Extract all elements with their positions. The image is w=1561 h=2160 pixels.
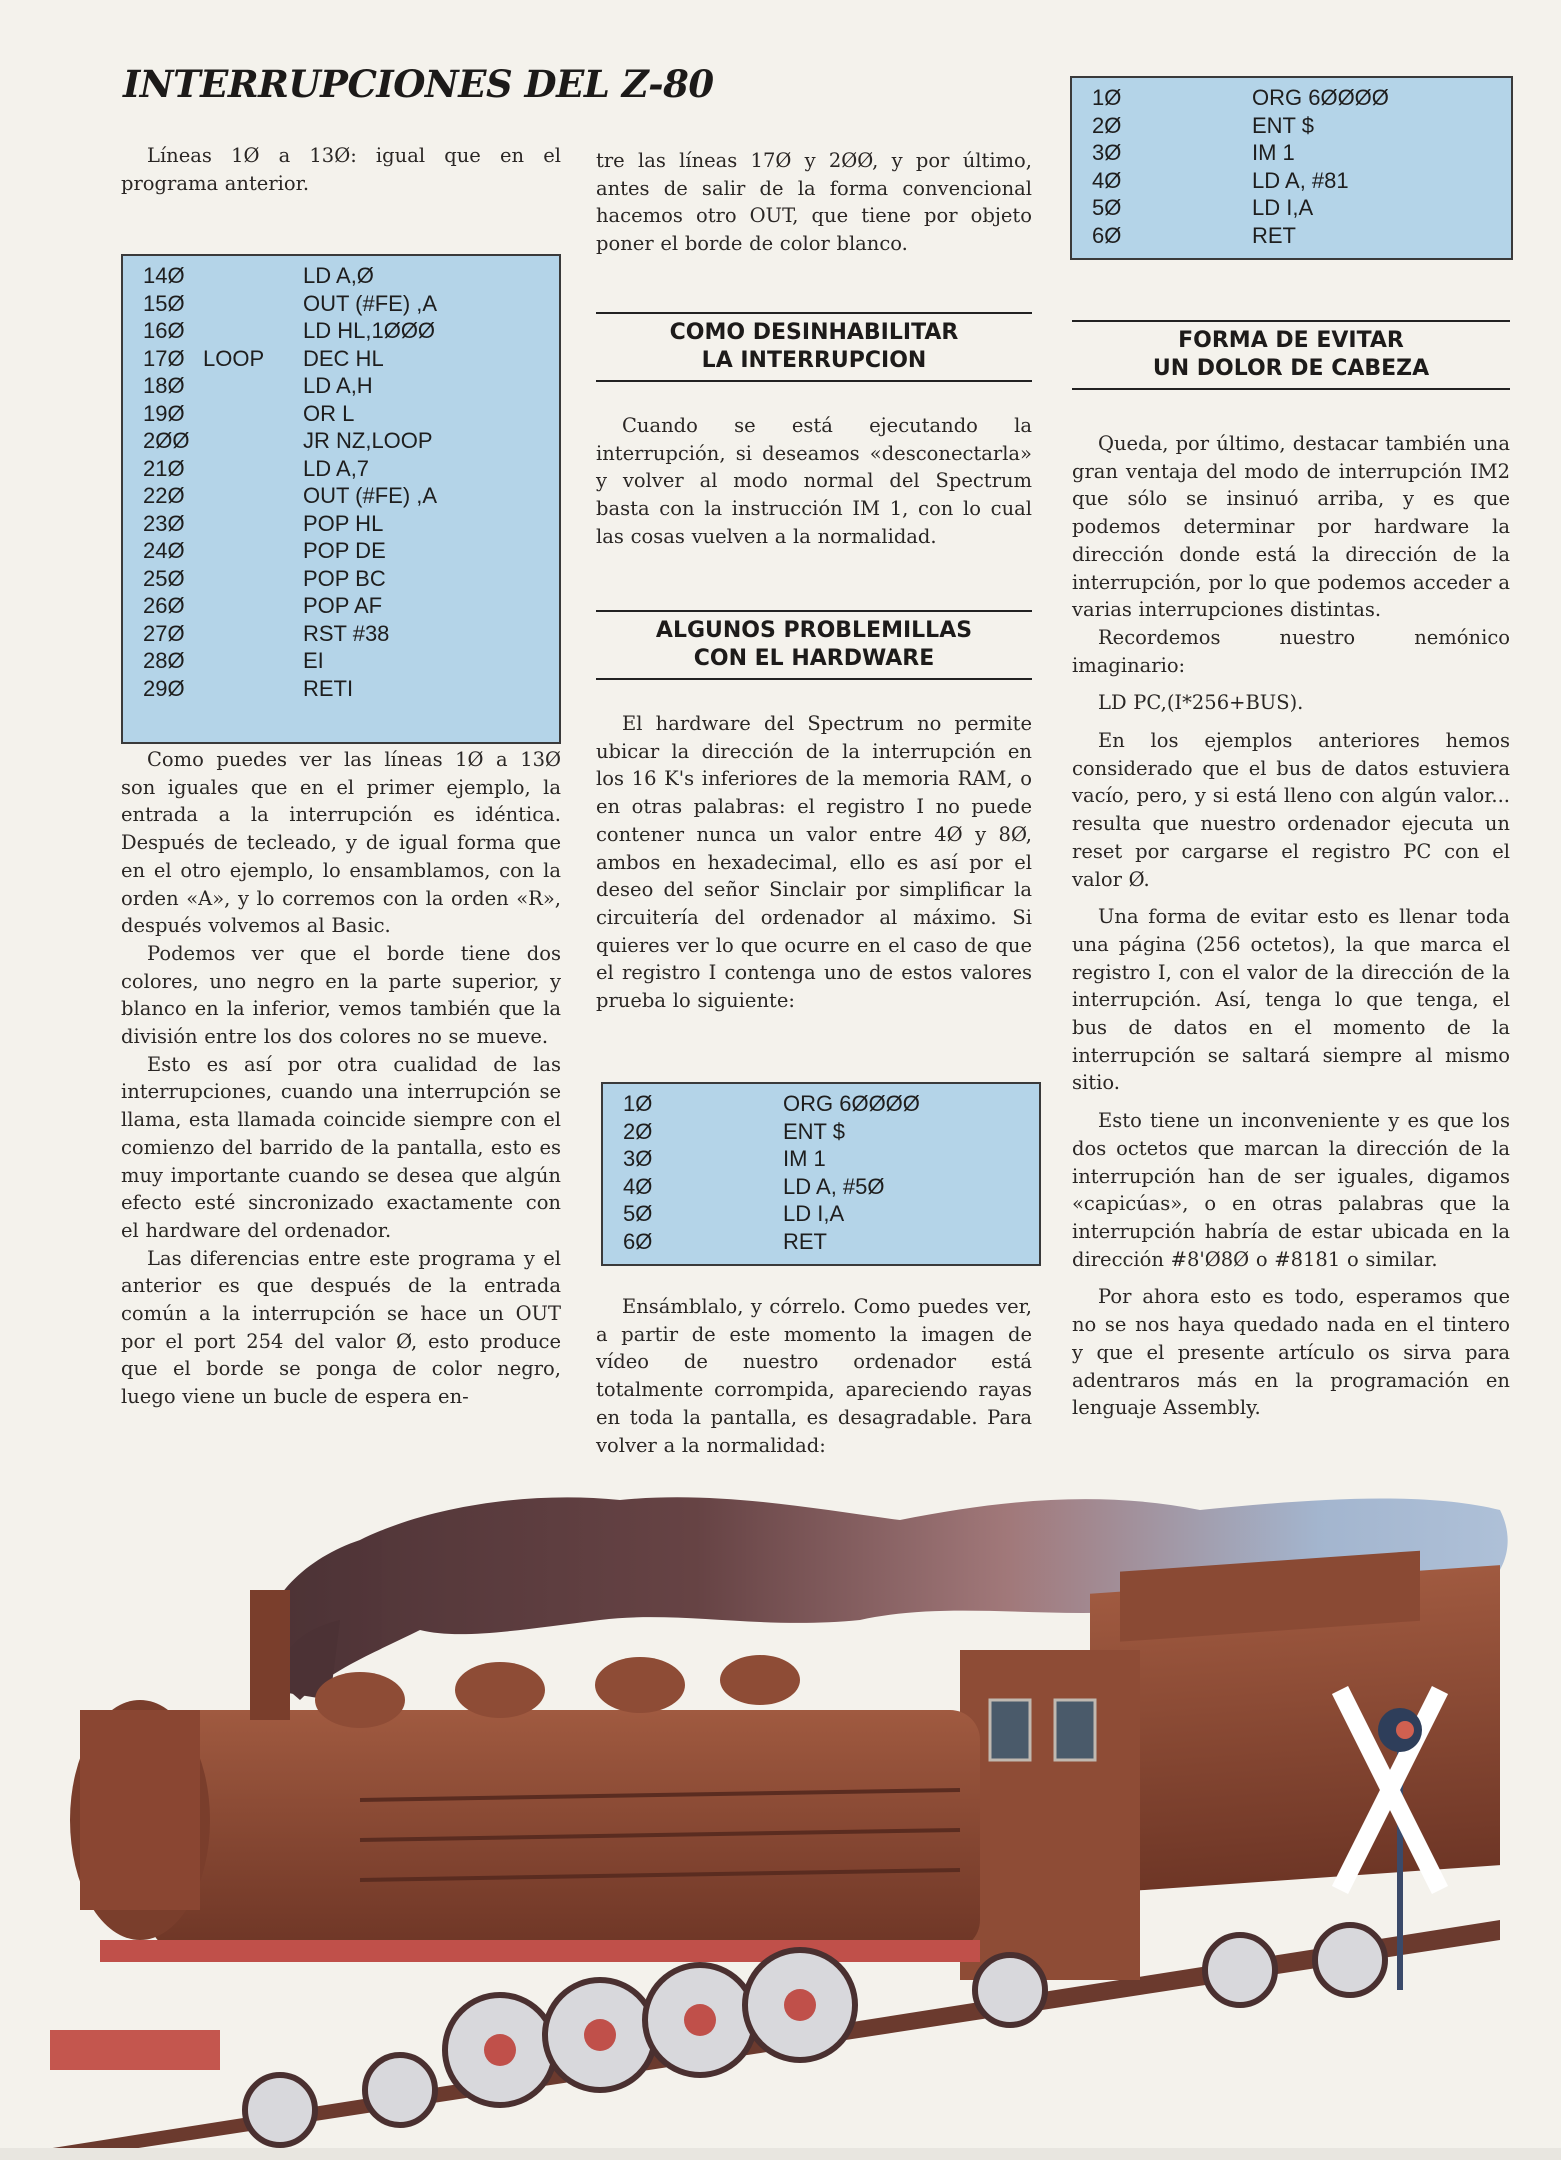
paragraph: En los ejemplos anteriores hemos considerado que el bus de datos estuviera vacío, pero, y si está lleno con algún valor... resulta que nuestro ordenador ejecuta un reset por cargarse el registro PC con el valor Ø.	[1072, 729, 1510, 891]
locomotive-cab	[960, 1650, 1140, 1980]
section-heading-disable-interrupt: COMO DESINHABILITAR LA INTERRUPCION	[596, 312, 1032, 382]
paragraph: El hardware del Spectrum no permite ubicar la dirección de la interrupción en los 16 K's inferiores de la memoria RAM, o en otras palabras: el registro I no puede contener nunca un valor entre 4Ø y 8Ø, ambos en hexadecimal, ello es así por el deseo del señor Sinclair por simplificar la circuitería del ordenador al máximo. Si quieres ver lo que ocurre en el caso de que el registro I contenga uno de estos valores prueba lo siguiente:	[596, 712, 1032, 1013]
code-line: 3Ø IM 1	[623, 1146, 826, 1171]
code-line: 1Ø ORG 6ØØØØ	[623, 1091, 920, 1116]
code-line: 6Ø RET	[1092, 222, 1296, 248]
running-board	[100, 1940, 980, 1962]
locomotive-illustration	[0, 1470, 1561, 2160]
code-line: 26Ø POP AF	[143, 593, 383, 618]
paragraph: Recordemos nuestro nemónico imaginario:	[1072, 625, 1510, 677]
page-title: INTERRUPCIONES DEL Z-80	[123, 62, 714, 106]
code-line: 25Ø POP BC	[143, 565, 386, 591]
code-line: 3Ø IM 1	[1092, 140, 1295, 165]
paragraph: Esto es así por otra cualidad de las interrupciones, cuando una interrupción se llama, esta llamada coincide siempre con el comienzo del barrido de la pantalla, esto es muy importante cuando se desea que algún efecto esté sincronizado exactamente con el hardware del ordenador.	[121, 1052, 561, 1242]
formula: LD PC,(I*256+BUS).	[1098, 691, 1304, 715]
code-line: 5Ø LD I,A	[623, 1201, 845, 1226]
paragraph: Por ahora esto es todo, esperamos que no se nos haya quedado nada en el tintero y que el presente artículo os sirva para adentraros más en la programación en lenguaje Assembly.	[1072, 1285, 1510, 1420]
code-line: 5Ø LD I,A	[1092, 195, 1314, 220]
code-listing-corrupt	[601, 1082, 1041, 1266]
intro-paragraph: Líneas 1Ø a 13Ø: igual que en el programa anterior.	[121, 144, 561, 195]
locomotive-boiler	[70, 1590, 980, 1950]
code-line: 21Ø LD A,7	[143, 455, 370, 481]
locomotive-tender	[1090, 1551, 1500, 1894]
paragraph: Como puedes ver las líneas 1Ø a 13Ø son iguales que en el primer ejemplo, la entrada a la interrupción es idéntica. Después de tecleado, y de igual forma que en el otro ejemplo, lo ensamblamos, con la orden «A», y lo corremos con la orden «R», después volvemos al Basic.	[121, 748, 561, 938]
code-line: 2ØØ JR NZ,LOOP	[143, 428, 433, 453]
paragraph: Las diferencias entre este programa y el anterior es que después de la entrada común a la interrupción se hace un OUT por el port 254 del valor Ø, esto produce que el borde se ponga de color negro, luego viene un bucle de espera en-	[121, 1246, 561, 1409]
code-line: 28Ø EI	[143, 648, 324, 673]
code-line: 19Ø OR L	[143, 400, 355, 426]
code-line: 27Ø RST #38	[143, 620, 390, 646]
code-line: 22Ø OUT (#FE) ,A	[143, 483, 438, 508]
code-line: 17Ø LOOP DEC HL	[143, 345, 384, 371]
code-line: 18Ø LD A,H	[143, 373, 373, 398]
code-line: 24Ø POP DE	[143, 538, 386, 563]
paragraph: Podemos ver que el borde tiene dos colores, uno negro en la parte superior, y blanco en la inferior, vemos también que la división entre los dos colores no se mueve.	[121, 941, 561, 1049]
code-line: 14Ø LD A,Ø	[143, 263, 374, 288]
code-listing-main	[121, 254, 561, 744]
page-bottom-edge	[0, 2148, 1561, 2160]
code-line: 15Ø OUT (#FE) ,A	[143, 290, 438, 316]
code-line: 2Ø ENT $	[623, 1118, 845, 1144]
code-line: 6Ø RET	[623, 1228, 827, 1254]
section-heading-avoid-headache: FORMA DE EVITAR UN DOLOR DE CABEZA	[1072, 320, 1510, 390]
right-column-body	[1072, 430, 1510, 1422]
code-line: 29Ø RETI	[143, 675, 354, 701]
continuation-paragraph: tre las líneas 17Ø y 2ØØ, y por último, antes de salir de la forma convencional hacemos otro OUT, que tiene por objeto poner el borde de color blanco.	[596, 149, 1032, 256]
code-listing-restore	[1070, 76, 1513, 260]
code-line: 1Ø ORG 6ØØØØ	[1092, 85, 1389, 110]
code-line: 23Ø POP HL	[143, 510, 384, 536]
front-buffer-beam	[50, 2030, 220, 2070]
code-line: 4Ø LD A, #81	[1092, 167, 1349, 193]
code-line: 16Ø LD HL,1ØØØ	[143, 318, 436, 343]
left-column-body	[121, 746, 561, 1411]
paragraph: Queda, por último, destacar también una gran ventaja del modo de interrupción IM2 que sólo se insinuó arriba, y es que podemos determinar por hardware la dirección donde está la dirección de la interrupción, por lo que podemos acceder a varias interrupciones distintas.	[1072, 432, 1510, 622]
paragraph: Ensámblalo, y córrelo. Como puedes ver, a partir de este momento la imagen de vídeo de nuestro ordenador está totalmente corrompida, apareciendo rayas en toda la pantalla, es desagradable. Para volver a la normalidad:	[596, 1295, 1032, 1457]
code-line: 2Ø ENT $	[1092, 112, 1314, 138]
code-line: 4Ø LD A, #5Ø	[623, 1173, 885, 1199]
paragraph: Una forma de evitar esto es llenar toda una página (256 octetos), la que marca el registro I, con el valor de la dirección de la interrupción. Así, tenga lo que tenga, el bus de datos en el momento de la interrupción se saltará siempre al mismo sitio.	[1072, 905, 1510, 1095]
paragraph: Cuando se está ejecutando la interrupción, si deseamos «desconectarla» y volver al modo normal del Spectrum basta con la instrucción IM 1, con lo cual las cosas vuelven a la normalidad.	[596, 414, 1032, 548]
section-heading-hardware-problems: ALGUNOS PROBLEMILLAS CON EL HARDWARE	[596, 610, 1032, 680]
paragraph: Esto tiene un inconveniente y es que los dos octetos que marcan la dirección de la interrupción han de ser iguales, digamos «capicúas», o en otras palabras que la interrupción habría de estar ubicada en la dirección #8'Ø8Ø o #8181 o similar.	[1072, 1109, 1510, 1271]
